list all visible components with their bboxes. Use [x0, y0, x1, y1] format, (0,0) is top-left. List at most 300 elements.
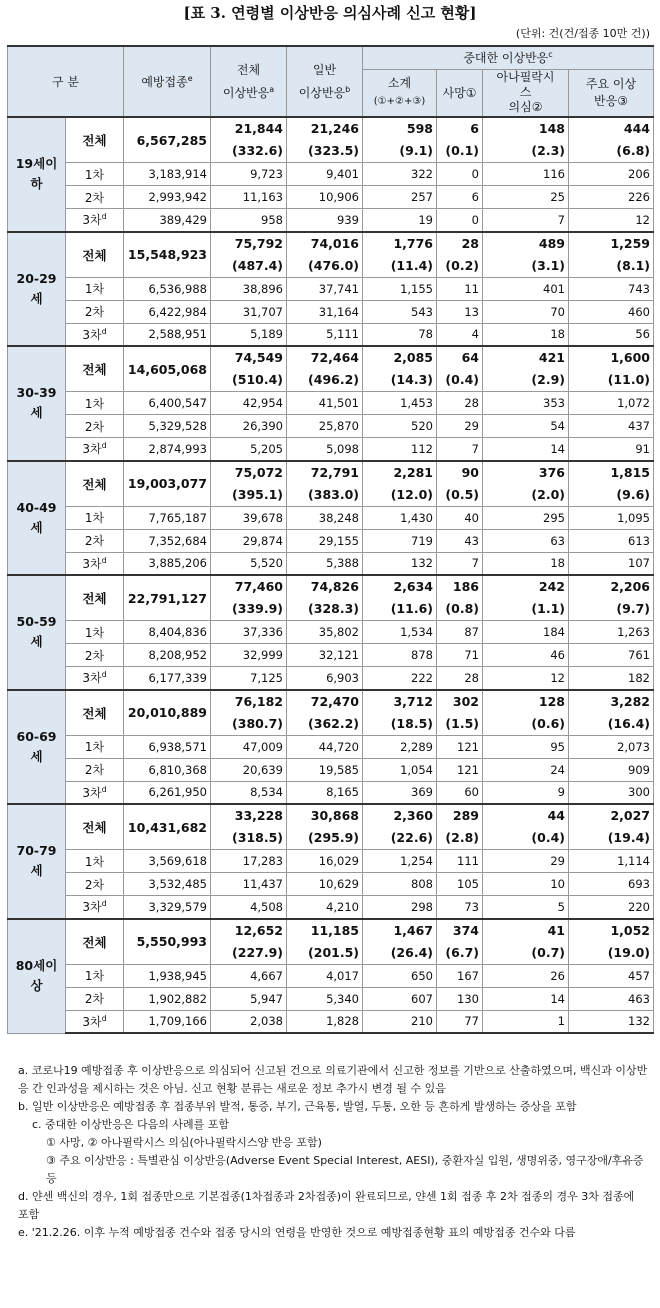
major-ae-cell: 2,027 (19.4) — [569, 804, 654, 850]
general-ae-cell: 939 — [287, 209, 363, 232]
dose-row — [8, 873, 654, 896]
major-ae-cell: 182 — [569, 667, 654, 690]
death-cell: 374 (6.7) — [437, 919, 483, 965]
total-ae-cell: 5,189 — [211, 323, 287, 346]
major-ae-cell: 909 — [569, 758, 654, 781]
dose-row — [8, 506, 654, 529]
major-ae-cell: 1,600 (11.0) — [569, 346, 654, 392]
age-group-label: 20-29세 — [8, 232, 66, 347]
header-category: 구 분 — [8, 46, 124, 117]
total-row — [8, 575, 654, 621]
age-group-label: 50-59세 — [8, 575, 66, 690]
death-cell: 28 — [437, 392, 483, 415]
death-cell: 302 (1.5) — [437, 690, 483, 736]
age-group — [8, 117, 654, 232]
age-group-label: 70-79세 — [8, 804, 66, 919]
age-group-label: 30-39세 — [8, 346, 66, 461]
vaccination-cell: 1,938,945 — [124, 964, 211, 987]
footnote-c: c. 중대한 이상반응은 다음의 사례를 포함 — [32, 1118, 230, 1131]
header-death: 사망① — [437, 69, 483, 117]
subtotal-cell: 1,534 — [363, 621, 437, 644]
vaccination-cell: 3,183,914 — [124, 163, 211, 186]
row-label: 전체 — [66, 117, 124, 163]
anaphylaxis-cell: 14 — [483, 987, 569, 1010]
total-ae-cell: 47,009 — [211, 735, 287, 758]
dose-row — [8, 415, 654, 438]
total-ae-cell: 42,954 — [211, 392, 287, 415]
general-ae-cell: 5,098 — [287, 438, 363, 461]
subtotal-cell: 298 — [363, 896, 437, 919]
death-cell: 0 — [437, 163, 483, 186]
subtotal-cell: 1,430 — [363, 506, 437, 529]
age-group — [8, 690, 654, 805]
row-label: 전체 — [66, 575, 124, 621]
general-ae-cell: 74,016 (476.0) — [287, 232, 363, 278]
row-label: 3차$^d$ — [66, 438, 124, 461]
dose-row — [8, 1010, 654, 1033]
total-ae-cell: 75,072 (395.1) — [211, 461, 287, 507]
anaphylaxis-cell: 46 — [483, 644, 569, 667]
dose-row — [8, 987, 654, 1010]
total-ae-cell: 33,228 (318.5) — [211, 804, 287, 850]
subtotal-cell: 719 — [363, 529, 437, 552]
total-ae-cell: 32,999 — [211, 644, 287, 667]
anaphylaxis-cell: 95 — [483, 735, 569, 758]
row-label: 2차 — [66, 300, 124, 323]
row-label: 1차 — [66, 850, 124, 873]
death-cell: 13 — [437, 300, 483, 323]
age-group — [8, 461, 654, 576]
subtotal-cell: 322 — [363, 163, 437, 186]
general-ae-cell: 32,121 — [287, 644, 363, 667]
death-cell: 6 — [437, 186, 483, 209]
footnote-d: d. 얀센 백신의 경우, 1회 접종만으로 기본접종(1차접종과 2차접종)이 완료되므로, 얀센 1회 접종 후 2차 접종의 경우 3차 접종에 포함 — [18, 1190, 635, 1221]
total-row — [8, 690, 654, 736]
major-ae-cell: 1,072 — [569, 392, 654, 415]
anaphylaxis-cell: 5 — [483, 896, 569, 919]
header-general-ae: 일반 이상반응$^b$ — [287, 46, 363, 117]
death-cell: 71 — [437, 644, 483, 667]
subtotal-cell: 3,712 (18.5) — [363, 690, 437, 736]
subtotal-cell: 598 (9.1) — [363, 117, 437, 163]
general-ae-cell: 5,388 — [287, 552, 363, 575]
total-row — [8, 461, 654, 507]
row-label: 전체 — [66, 232, 124, 278]
death-cell: 186 (0.8) — [437, 575, 483, 621]
subtotal-cell: 1,155 — [363, 277, 437, 300]
major-ae-cell: 1,052 (19.0) — [569, 919, 654, 965]
vaccination-cell: 3,329,579 — [124, 896, 211, 919]
row-label: 2차 — [66, 415, 124, 438]
general-ae-cell: 21,246 (323.5) — [287, 117, 363, 163]
major-ae-cell: 1,114 — [569, 850, 654, 873]
anaphylaxis-cell: 7 — [483, 209, 569, 232]
row-label: 전체 — [66, 346, 124, 392]
major-ae-cell: 3,282 (16.4) — [569, 690, 654, 736]
dose-row — [8, 758, 654, 781]
header-serious-ae: 중대한 이상반응$^c$ — [363, 46, 654, 69]
total-ae-cell: 8,534 — [211, 781, 287, 804]
row-label: 3차$^d$ — [66, 1010, 124, 1033]
death-cell: 167 — [437, 964, 483, 987]
anaphylaxis-cell: 18 — [483, 323, 569, 346]
row-label: 1차 — [66, 964, 124, 987]
subtotal-cell: 1,776 (11.4) — [363, 232, 437, 278]
anaphylaxis-cell: 10 — [483, 873, 569, 896]
vaccination-cell: 6,938,571 — [124, 735, 211, 758]
header-vaccination: 예방접종$^e$ — [124, 46, 211, 117]
major-ae-cell: 12 — [569, 209, 654, 232]
anaphylaxis-cell: 26 — [483, 964, 569, 987]
row-label: 1차 — [66, 277, 124, 300]
anaphylaxis-cell: 421 (2.9) — [483, 346, 569, 392]
subtotal-cell: 132 — [363, 552, 437, 575]
total-row — [8, 346, 654, 392]
row-label: 1차 — [66, 392, 124, 415]
subtotal-cell: 369 — [363, 781, 437, 804]
subtotal-cell: 2,281 (12.0) — [363, 461, 437, 507]
subtotal-cell: 210 — [363, 1010, 437, 1033]
age-group-label: 40-49세 — [8, 461, 66, 576]
subtotal-cell: 1,467 (26.4) — [363, 919, 437, 965]
vaccination-cell: 6,177,339 — [124, 667, 211, 690]
dose-row — [8, 552, 654, 575]
general-ae-cell: 5,111 — [287, 323, 363, 346]
row-label: 전체 — [66, 461, 124, 507]
vaccination-cell: 19,003,077 — [124, 461, 211, 507]
vaccination-cell: 5,329,528 — [124, 415, 211, 438]
total-ae-cell: 74,549 (510.4) — [211, 346, 287, 392]
row-label: 3차$^d$ — [66, 323, 124, 346]
major-ae-cell: 132 — [569, 1010, 654, 1033]
anaphylaxis-cell: 12 — [483, 667, 569, 690]
general-ae-cell: 10,906 — [287, 186, 363, 209]
vaccination-cell: 389,429 — [124, 209, 211, 232]
age-group — [8, 804, 654, 919]
dose-row — [8, 735, 654, 758]
major-ae-cell: 226 — [569, 186, 654, 209]
major-ae-cell: 613 — [569, 529, 654, 552]
subtotal-cell: 2,289 — [363, 735, 437, 758]
general-ae-cell: 37,741 — [287, 277, 363, 300]
row-label: 2차 — [66, 529, 124, 552]
total-ae-cell: 5,520 — [211, 552, 287, 575]
total-ae-cell: 4,667 — [211, 964, 287, 987]
major-ae-cell: 206 — [569, 163, 654, 186]
vaccination-cell: 1,709,166 — [124, 1010, 211, 1033]
total-ae-cell: 11,437 — [211, 873, 287, 896]
footnote-a: a. 코로나19 예방접종 후 이상반응으로 의심되어 신고된 건으로 의료기관에서 신고한 정보를 기반으로 산출하였으며, 백신과 이상반응 간 인과성을 제시하는 것은 아님. 신고 현황 분류는 새로운 정보 추가시 변경 될 수 있음 — [18, 1064, 648, 1095]
vaccination-cell: 6,567,285 — [124, 117, 211, 163]
death-cell: 7 — [437, 438, 483, 461]
general-ae-cell: 4,210 — [287, 896, 363, 919]
general-ae-cell: 41,501 — [287, 392, 363, 415]
anaphylaxis-cell: 489 (3.1) — [483, 232, 569, 278]
death-cell: 130 — [437, 987, 483, 1010]
subtotal-cell: 520 — [363, 415, 437, 438]
age-group — [8, 919, 654, 1034]
death-cell: 87 — [437, 621, 483, 644]
total-ae-cell: 38,896 — [211, 277, 287, 300]
dose-row — [8, 163, 654, 186]
total-ae-cell: 75,792 (487.4) — [211, 232, 287, 278]
vaccination-cell: 1,902,882 — [124, 987, 211, 1010]
vaccination-cell: 8,208,952 — [124, 644, 211, 667]
general-ae-cell: 38,248 — [287, 506, 363, 529]
subtotal-cell: 1,054 — [363, 758, 437, 781]
total-ae-cell: 21,844 (332.6) — [211, 117, 287, 163]
vaccination-cell: 6,400,547 — [124, 392, 211, 415]
general-ae-cell: 10,629 — [287, 873, 363, 896]
death-cell: 60 — [437, 781, 483, 804]
vaccination-cell: 5,550,993 — [124, 919, 211, 965]
general-ae-cell: 44,720 — [287, 735, 363, 758]
anaphylaxis-cell: 29 — [483, 850, 569, 873]
footnotes — [18, 1062, 648, 1242]
general-ae-cell: 8,165 — [287, 781, 363, 804]
general-ae-cell: 4,017 — [287, 964, 363, 987]
vaccination-cell: 14,605,068 — [124, 346, 211, 392]
total-ae-cell: 20,639 — [211, 758, 287, 781]
total-ae-cell: 76,182 (380.7) — [211, 690, 287, 736]
age-group-label: 19세이하 — [8, 117, 66, 232]
death-cell: 73 — [437, 896, 483, 919]
anaphylaxis-cell: 116 — [483, 163, 569, 186]
vaccination-cell: 6,422,984 — [124, 300, 211, 323]
major-ae-cell: 444 (6.8) — [569, 117, 654, 163]
vaccination-cell: 6,810,368 — [124, 758, 211, 781]
anaphylaxis-cell: 24 — [483, 758, 569, 781]
anaphylaxis-cell: 63 — [483, 529, 569, 552]
subtotal-cell: 1,254 — [363, 850, 437, 873]
table-header — [8, 46, 654, 117]
subtotal-cell: 543 — [363, 300, 437, 323]
death-cell: 7 — [437, 552, 483, 575]
footnote-c3: ③ 주요 이상반응 : 특별관심 이상반응(Adverse Event Special Interest, AESI), 중환자실 입원, 생명위중, 영구장애/후유증 등 — [46, 1154, 644, 1185]
row-label: 1차 — [66, 163, 124, 186]
row-label: 3차$^d$ — [66, 552, 124, 575]
vaccination-cell: 20,010,889 — [124, 690, 211, 736]
vaccination-cell: 6,536,988 — [124, 277, 211, 300]
dose-row — [8, 621, 654, 644]
vaccination-cell: 2,588,951 — [124, 323, 211, 346]
total-row — [8, 804, 654, 850]
vaccination-cell: 3,569,618 — [124, 850, 211, 873]
age-group — [8, 232, 654, 347]
general-ae-cell: 1,828 — [287, 1010, 363, 1033]
death-cell: 0 — [437, 209, 483, 232]
dose-row — [8, 781, 654, 804]
general-ae-cell: 29,155 — [287, 529, 363, 552]
vaccination-cell: 3,885,206 — [124, 552, 211, 575]
major-ae-cell: 220 — [569, 896, 654, 919]
major-ae-cell: 2,206 (9.7) — [569, 575, 654, 621]
total-ae-cell: 9,723 — [211, 163, 287, 186]
dose-row — [8, 186, 654, 209]
anaphylaxis-cell: 401 — [483, 277, 569, 300]
anaphylaxis-cell: 54 — [483, 415, 569, 438]
death-cell: 29 — [437, 415, 483, 438]
death-cell: 111 — [437, 850, 483, 873]
footnote-c1: ① 사망, ② 아나필락시스 의심(아나필락시스양 반응 포함) — [46, 1136, 322, 1149]
dose-row — [8, 209, 654, 232]
row-label: 2차 — [66, 186, 124, 209]
major-ae-cell: 761 — [569, 644, 654, 667]
anaphylaxis-cell: 376 (2.0) — [483, 461, 569, 507]
age-group — [8, 575, 654, 690]
subtotal-cell: 257 — [363, 186, 437, 209]
vaccination-cell: 2,874,993 — [124, 438, 211, 461]
anaphylaxis-cell: 1 — [483, 1010, 569, 1033]
major-ae-cell: 300 — [569, 781, 654, 804]
subtotal-cell: 112 — [363, 438, 437, 461]
anaphylaxis-cell: 14 — [483, 438, 569, 461]
subtotal-cell: 78 — [363, 323, 437, 346]
general-ae-cell: 72,791 (383.0) — [287, 461, 363, 507]
dose-row — [8, 300, 654, 323]
general-ae-cell: 19,585 — [287, 758, 363, 781]
general-ae-cell: 72,470 (362.2) — [287, 690, 363, 736]
anaphylaxis-cell: 70 — [483, 300, 569, 323]
major-ae-cell: 693 — [569, 873, 654, 896]
general-ae-cell: 9,401 — [287, 163, 363, 186]
footnote-e: e. '21.2.26. 이후 누적 예방접종 건수와 접종 당시의 연령을 반영한 것으로 예방접종현황 표의 예방접종 건수와 다름 — [18, 1226, 576, 1239]
major-ae-cell: 1,815 (9.6) — [569, 461, 654, 507]
death-cell: 121 — [437, 735, 483, 758]
death-cell: 90 (0.5) — [437, 461, 483, 507]
header-major-ae: 주요 이상 반응③ — [569, 69, 654, 117]
death-cell: 40 — [437, 506, 483, 529]
total-ae-cell: 4,508 — [211, 896, 287, 919]
death-cell: 64 (0.4) — [437, 346, 483, 392]
general-ae-cell: 30,868 (295.9) — [287, 804, 363, 850]
row-label: 2차 — [66, 987, 124, 1010]
total-ae-cell: 12,652 (227.9) — [211, 919, 287, 965]
subtotal-cell: 607 — [363, 987, 437, 1010]
header-total-ae: 전체 이상반응$^a$ — [211, 46, 287, 117]
total-ae-cell: 77,460 (339.9) — [211, 575, 287, 621]
dose-row — [8, 277, 654, 300]
adverse-reaction-table — [7, 45, 654, 1034]
general-ae-cell: 72,464 (496.2) — [287, 346, 363, 392]
subtotal-cell: 1,453 — [363, 392, 437, 415]
vaccination-cell: 8,404,836 — [124, 621, 211, 644]
major-ae-cell: 1,095 — [569, 506, 654, 529]
row-label: 1차 — [66, 621, 124, 644]
death-cell: 77 — [437, 1010, 483, 1033]
major-ae-cell: 743 — [569, 277, 654, 300]
general-ae-cell: 5,340 — [287, 987, 363, 1010]
death-cell: 28 (0.2) — [437, 232, 483, 278]
total-ae-cell: 29,874 — [211, 529, 287, 552]
subtotal-cell: 2,360 (22.6) — [363, 804, 437, 850]
anaphylaxis-cell: 242 (1.1) — [483, 575, 569, 621]
total-ae-cell: 26,390 — [211, 415, 287, 438]
row-label: 2차 — [66, 758, 124, 781]
major-ae-cell: 107 — [569, 552, 654, 575]
age-group — [8, 346, 654, 461]
total-ae-cell: 17,283 — [211, 850, 287, 873]
subtotal-cell: 878 — [363, 644, 437, 667]
total-row — [8, 232, 654, 278]
vaccination-cell: 7,765,187 — [124, 506, 211, 529]
footnote-b: b. 일반 이상반응은 예방접종 후 접종부위 발적, 통증, 부기, 근육통, 발열, 두통, 오한 등 흔하게 발생하는 증상을 포함 — [18, 1100, 577, 1113]
row-label: 3차$^d$ — [66, 209, 124, 232]
vaccination-cell: 6,261,950 — [124, 781, 211, 804]
dose-row — [8, 438, 654, 461]
row-label: 1차 — [66, 506, 124, 529]
anaphylaxis-cell: 295 — [483, 506, 569, 529]
subtotal-cell: 2,634 (11.6) — [363, 575, 437, 621]
subtotal-cell: 650 — [363, 964, 437, 987]
vaccination-cell: 22,791,127 — [124, 575, 211, 621]
anaphylaxis-cell: 184 — [483, 621, 569, 644]
subtotal-cell: 808 — [363, 873, 437, 896]
total-ae-cell: 31,707 — [211, 300, 287, 323]
vaccination-cell: 10,431,682 — [124, 804, 211, 850]
major-ae-cell: 56 — [569, 323, 654, 346]
subtotal-cell: 222 — [363, 667, 437, 690]
total-ae-cell: 37,336 — [211, 621, 287, 644]
row-label: 3차$^d$ — [66, 667, 124, 690]
row-label: 2차 — [66, 873, 124, 896]
general-ae-cell: 74,826 (328.3) — [287, 575, 363, 621]
anaphylaxis-cell: 148 (2.3) — [483, 117, 569, 163]
anaphylaxis-cell: 25 — [483, 186, 569, 209]
death-cell: 289 (2.8) — [437, 804, 483, 850]
death-cell: 105 — [437, 873, 483, 896]
row-label: 2차 — [66, 644, 124, 667]
total-ae-cell: 11,163 — [211, 186, 287, 209]
subtotal-cell: 2,085 (14.3) — [363, 346, 437, 392]
death-cell: 43 — [437, 529, 483, 552]
dose-row — [8, 896, 654, 919]
dose-row — [8, 667, 654, 690]
total-ae-cell: 2,038 — [211, 1010, 287, 1033]
anaphylaxis-cell: 18 — [483, 552, 569, 575]
header-subtotal: 소계 (①+②+③) — [363, 69, 437, 117]
total-ae-cell: 5,205 — [211, 438, 287, 461]
anaphylaxis-cell: 128 (0.6) — [483, 690, 569, 736]
vaccination-cell: 15,548,923 — [124, 232, 211, 278]
row-label: 전체 — [66, 690, 124, 736]
major-ae-cell: 2,073 — [569, 735, 654, 758]
table-title: [표 3. 연령별 이상반응 의심사례 신고 현황] — [183, 4, 477, 22]
row-label: 1차 — [66, 735, 124, 758]
row-label: 3차$^d$ — [66, 781, 124, 804]
total-row — [8, 117, 654, 163]
unit-label: (단위: 건(건/접종 10만 건)) — [515, 27, 650, 40]
dose-row — [8, 529, 654, 552]
death-cell: 11 — [437, 277, 483, 300]
major-ae-cell: 1,263 — [569, 621, 654, 644]
major-ae-cell: 437 — [569, 415, 654, 438]
major-ae-cell: 1,259 (8.1) — [569, 232, 654, 278]
age-group-label: 80세이상 — [8, 919, 66, 1034]
death-cell: 6 (0.1) — [437, 117, 483, 163]
total-ae-cell: 7,125 — [211, 667, 287, 690]
general-ae-cell: 25,870 — [287, 415, 363, 438]
dose-row — [8, 644, 654, 667]
vaccination-cell: 3,532,485 — [124, 873, 211, 896]
general-ae-cell: 35,802 — [287, 621, 363, 644]
major-ae-cell: 463 — [569, 987, 654, 1010]
general-ae-cell: 11,185 (201.5) — [287, 919, 363, 965]
anaphylaxis-cell: 41 (0.7) — [483, 919, 569, 965]
general-ae-cell: 6,903 — [287, 667, 363, 690]
total-ae-cell: 39,678 — [211, 506, 287, 529]
death-cell: 121 — [437, 758, 483, 781]
